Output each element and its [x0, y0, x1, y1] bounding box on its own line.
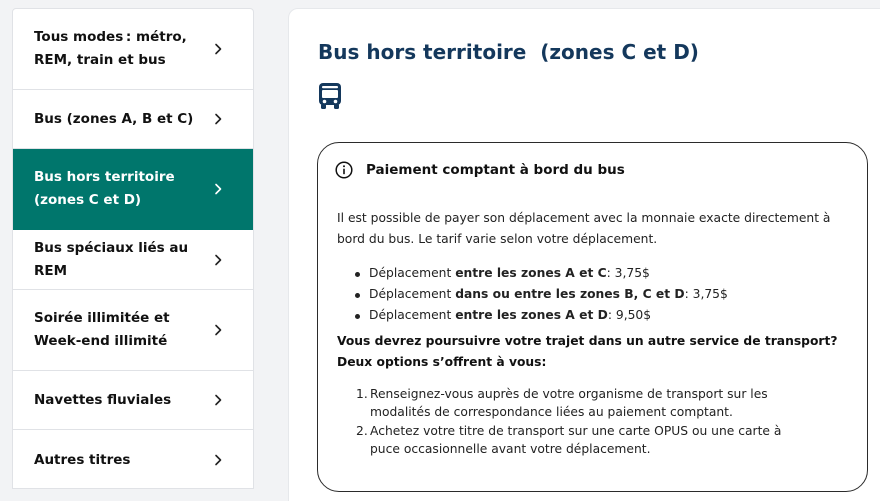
info-icon [335, 161, 353, 179]
page-title: Bus hors territoire (zones C et D) [318, 40, 699, 64]
chevron-right-icon [211, 182, 225, 196]
payment-info-card [317, 142, 868, 492]
fare-list [337, 263, 847, 326]
options-question: Vous devrez poursuivre votre trajet dans un autre service de transport? Deux options s’offrent à vous: [337, 334, 838, 369]
card-title: Paiement comptant à bord du bus [366, 162, 625, 178]
list-item: Déplacement entre les zones A et C: 3,75$ [337, 263, 847, 284]
sidebar-item-label: Autres titres [34, 451, 131, 468]
chevron-right-icon [211, 253, 225, 267]
list-item: Déplacement entre les zones A et D: 9,50$ [337, 305, 847, 326]
sidebar-item-bus-zones-abc[interactable] [13, 90, 253, 149]
sidebar-nav [12, 8, 254, 489]
sidebar-item-label: Bus (zones A, B et C) [34, 110, 194, 127]
card-header [335, 161, 625, 179]
sidebar-item-label: Bus hors territoire (zones C et D) [34, 169, 175, 208]
list-item: Déplacement dans ou entre les zones B, C et D: 3,75$ [337, 284, 847, 305]
sidebar-item-label: Navettes fluviales [34, 391, 172, 408]
sidebar-item-bus-hors-territoire[interactable] [13, 149, 253, 230]
sidebar-item-bus-speciaux-rem[interactable] [13, 230, 253, 290]
sidebar-item-soiree-illimitee[interactable] [13, 290, 253, 371]
chevron-right-icon [211, 323, 225, 337]
intro-text: Il est possible de payer son déplacement avec la monnaie exacte directement à bord du bus. Le tarif varie selon votre déplacement. [337, 211, 831, 246]
chevron-right-icon [211, 393, 225, 407]
bus-icon [318, 82, 342, 110]
sidebar-item-autres-titres[interactable] [13, 430, 253, 489]
list-item: 1. Renseignez-vous auprès de votre organisme de transport sur les modalités de correspondance liées au paiement comptant. [356, 387, 768, 419]
sidebar-item-tous-modes[interactable] [13, 9, 253, 90]
sidebar-item-label: Tous modes : métro, REM, train et bus [34, 29, 187, 68]
main-content [288, 8, 880, 501]
sidebar-item-label: Bus spéciaux liés au REM [34, 239, 189, 279]
options-list [337, 385, 807, 459]
list-item: 2. Achetez votre titre de transport sur une carte OPUS ou une carte à puce occasionnelle avant votre déplacement. [356, 424, 782, 456]
sidebar-item-navettes-fluviales[interactable] [13, 371, 253, 430]
chevron-right-icon [211, 453, 225, 467]
chevron-right-icon [211, 42, 225, 56]
chevron-right-icon [211, 112, 225, 126]
sidebar-item-label: Soirée illimitée et Week-end illimité [34, 310, 170, 349]
